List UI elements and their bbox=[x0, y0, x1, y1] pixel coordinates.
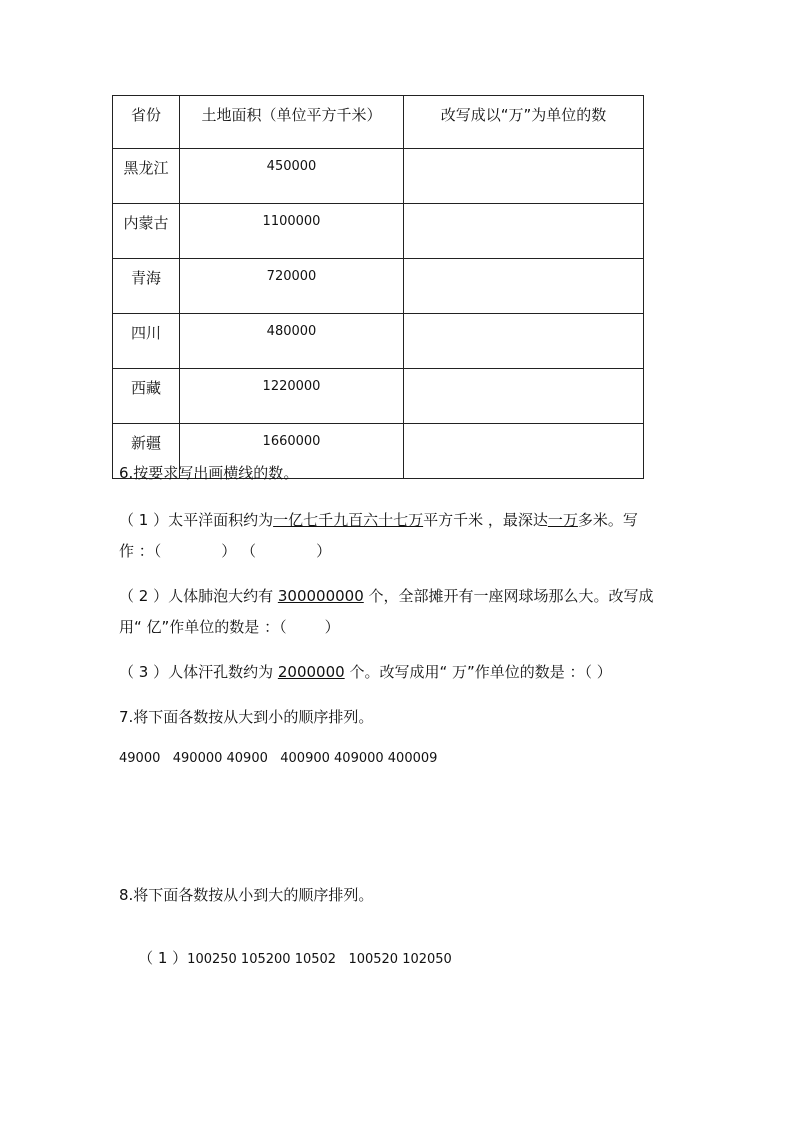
header-province: 省份 bbox=[113, 96, 180, 149]
table-header-row bbox=[113, 96, 644, 149]
area-cell: 720000 bbox=[180, 259, 404, 314]
area-cell: 480000 bbox=[180, 314, 404, 369]
q8-part1-prefix: （ 1 ） bbox=[138, 949, 188, 967]
q6-part1-mid: 平方千米 ，最深达 bbox=[423, 511, 548, 529]
q6-part2-prefix: （ 2 ）人体肺泡大约有 bbox=[119, 587, 278, 605]
q8-part1-line bbox=[119, 929, 452, 986]
answer-cell[interactable] bbox=[404, 369, 644, 424]
table-row bbox=[113, 204, 644, 259]
answer-cell[interactable] bbox=[404, 204, 644, 259]
table-row bbox=[113, 149, 644, 204]
province-cell: 内蒙古 bbox=[113, 204, 180, 259]
area-cell: 1220000 bbox=[180, 369, 404, 424]
q6-part3-prefix: （ 3 ）人体汗孔数约为 bbox=[119, 663, 278, 681]
q6-part1-line1 bbox=[119, 509, 638, 530]
q7-title: 7.将下面各数按从大到小的顺序排列。 bbox=[119, 708, 374, 726]
answer-cell[interactable] bbox=[404, 424, 644, 479]
land-area-table bbox=[112, 95, 644, 479]
province-cell: 四川 bbox=[113, 314, 180, 369]
table-row bbox=[113, 369, 644, 424]
q6-part2-underlined: 300000000 bbox=[277, 587, 364, 605]
q6-part2-line1 bbox=[119, 585, 654, 606]
q6-part2-line2 bbox=[119, 616, 340, 637]
q7-numbers: 49000 490000 40900 400900 409000 400009 bbox=[119, 751, 438, 766]
q6-part3-line bbox=[119, 661, 612, 682]
answer-cell[interactable] bbox=[404, 314, 644, 369]
q6-part1-prefix: （ 1 ）太平洋面积约为 bbox=[119, 511, 274, 529]
q6-part1-underlined-2: 一万 bbox=[547, 511, 578, 529]
area-cell: 1660000 bbox=[180, 424, 404, 479]
table-row bbox=[113, 259, 644, 314]
q6-part1-paren-end: ） bbox=[316, 542, 332, 560]
province-cell: 西藏 bbox=[113, 369, 180, 424]
province-cell: 新疆 bbox=[113, 424, 180, 479]
q6-part1-underlined-1: 一亿七千九百六十七万 bbox=[273, 511, 424, 529]
q6-part3-suffix: 个。改写成用“ 万”作单位的数是 ：（ ） bbox=[344, 663, 612, 681]
answer-cell[interactable] bbox=[404, 259, 644, 314]
header-rewrite: 改写成以“万”为单位的数 bbox=[404, 96, 644, 149]
q8-part1-numbers: 100250 105200 10502 100520 102050 bbox=[187, 952, 452, 967]
q6-part2-paren-end: ） bbox=[324, 618, 340, 636]
table-row bbox=[113, 314, 644, 369]
answer-cell[interactable] bbox=[404, 149, 644, 204]
q6-part1-write-label: 作 ：（ bbox=[119, 542, 162, 560]
q8-title: 8.将下面各数按从小到大的顺序排列。 bbox=[119, 886, 374, 904]
q6-part2-line2-text: 用“ 亿”作单位的数是 ：（ bbox=[119, 618, 287, 636]
province-cell: 青海 bbox=[113, 259, 180, 314]
area-cell: 1100000 bbox=[180, 204, 404, 259]
q6-part2-suffix: 个，全部摊开有一座网球场那么大。改写成 bbox=[363, 587, 654, 605]
q6-title: 6.按要求写出画横线的数。 bbox=[119, 464, 299, 482]
q6-part1-line2 bbox=[119, 540, 331, 561]
q6-part1-paren-mid: ） （ bbox=[221, 542, 257, 560]
province-cell: 黑龙江 bbox=[113, 149, 180, 204]
q6-part1-suffix: 多米。写 bbox=[577, 511, 638, 529]
header-area: 土地面积（单位平方千米） bbox=[180, 96, 404, 149]
q6-part3-underlined: 2000000 bbox=[277, 663, 345, 681]
area-cell: 450000 bbox=[180, 149, 404, 204]
